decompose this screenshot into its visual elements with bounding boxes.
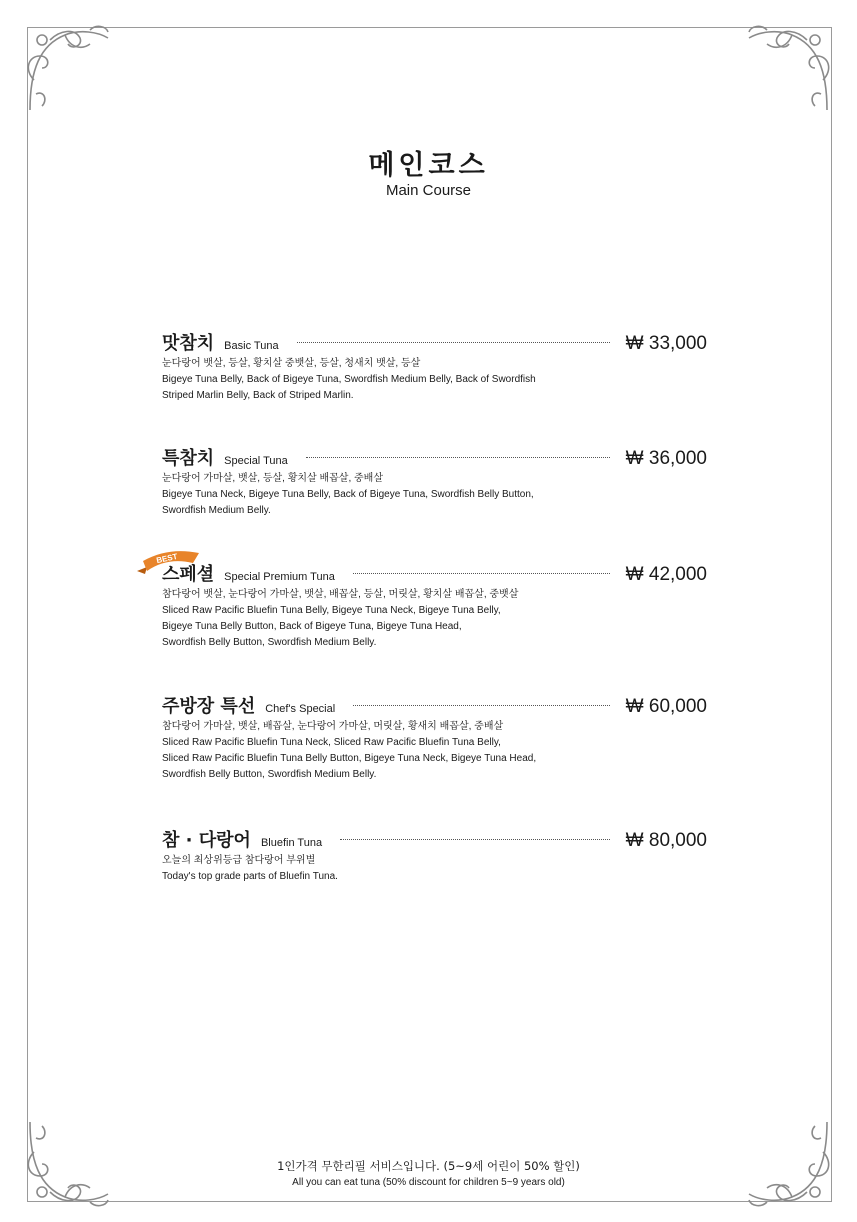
dotted-leader — [353, 572, 610, 574]
desc-line: 오늘의 최상위등급 참다랑어 부위별 — [162, 855, 316, 866]
menu-item — [162, 692, 707, 783]
item-name-en: Special Tuna — [224, 455, 288, 467]
desc-line: Striped Marlin Belly, Back of Striped Marlin. — [162, 390, 354, 401]
desc-line: Today's top grade parts of Bluefin Tuna. — [162, 871, 338, 882]
menu-item — [162, 560, 707, 651]
desc-line: Swordfish Medium Belly. — [162, 505, 271, 516]
page-subtitle: Main Course — [385, 182, 472, 199]
item-name-en: Bluefin Tuna — [260, 837, 323, 849]
desc-line: 눈다랑어 뱃살, 등살, 황치살 중뱃살, 등살, 청새치 뱃살, 등살 — [162, 358, 421, 369]
item-name-en: Chef's Special — [265, 703, 336, 715]
item-price: ₩ 80,000 — [625, 830, 707, 851]
desc-line: 참다랑어 가마살, 뱃살, 배꼽살, 눈다랑어 가마살, 머릿살, 황새치 배꼽살, 중배살 — [162, 721, 504, 732]
desc-line: Bigeye Tuna Neck, Bigeye Tuna Belly, Back of Bigeye Tuna, Swordfish Belly Button, — [162, 489, 534, 500]
best-label: BEST — [155, 551, 179, 566]
item-description — [162, 356, 707, 404]
menu-item — [162, 329, 707, 404]
item-name-en: Special Premium Tuna — [224, 571, 335, 583]
footer-note-ko: 1인가격 무한리필 서비스입니다. (5~9세 어린이 50% 할인) — [277, 1159, 580, 1173]
item-price: ₩ 42,000 — [625, 564, 707, 585]
desc-line: Bigeye Tuna Belly, Back of Bigeye Tuna, Swordfish Medium Belly, Back of Swordfish — [162, 374, 536, 385]
item-description — [162, 587, 707, 651]
corner-ornament-icon — [20, 20, 120, 120]
footer-note-en: All you can eat tuna (50% discount for children 5~9 years old) — [292, 1177, 565, 1188]
item-price: ₩ 36,000 — [625, 448, 707, 469]
desc-line: Swordfish Belly Button, Swordfish Medium Belly. — [162, 769, 377, 780]
item-name-ko: 스페셜 — [162, 564, 215, 585]
item-name-ko: 특참치 — [162, 448, 215, 469]
desc-line: Bigeye Tuna Belly Button, Back of Bigeye Tuna, Bigeye Tuna Head, — [162, 621, 462, 632]
desc-line: 참다랑어 뱃살, 눈다랑어 가마살, 뱃살, 배꼽살, 등살, 머릿살, 황치살 배꼽살, 중뱃살 — [162, 589, 519, 600]
dotted-leader — [306, 456, 610, 458]
menu-item — [162, 826, 707, 885]
item-description — [162, 853, 707, 885]
desc-line: Swordfish Belly Button, Swordfish Medium Belly. — [162, 637, 377, 648]
desc-line: Sliced Raw Pacific Bluefin Tuna Belly, Bigeye Tuna Neck, Bigeye Tuna Belly, — [162, 605, 501, 616]
item-name-ko: 참 · 다랑어 — [162, 830, 251, 851]
corner-ornament-icon — [737, 20, 837, 120]
menu-item — [162, 444, 707, 519]
page-title: 메인코스 — [368, 150, 489, 181]
item-description — [162, 471, 707, 519]
item-price: ₩ 60,000 — [625, 696, 707, 717]
item-name-ko: 주방장 특선 — [162, 696, 256, 717]
dotted-leader — [340, 838, 610, 840]
item-price: ₩ 33,000 — [625, 333, 707, 354]
desc-line: Sliced Raw Pacific Bluefin Tuna Neck, Sliced Raw Pacific Bluefin Tuna Belly, — [162, 737, 501, 748]
desc-line: Sliced Raw Pacific Bluefin Tuna Belly Button, Bigeye Tuna Neck, Bigeye Tuna Head, — [162, 753, 537, 764]
item-name-ko: 맛참치 — [162, 333, 215, 354]
item-description — [162, 719, 707, 783]
desc-line: 눈다랑어 가마살, 뱃살, 등살, 황치살 배꼽살, 중배살 — [162, 473, 383, 484]
item-name-en: Basic Tuna — [224, 340, 279, 352]
dotted-leader — [353, 704, 609, 706]
dotted-leader — [297, 341, 610, 343]
